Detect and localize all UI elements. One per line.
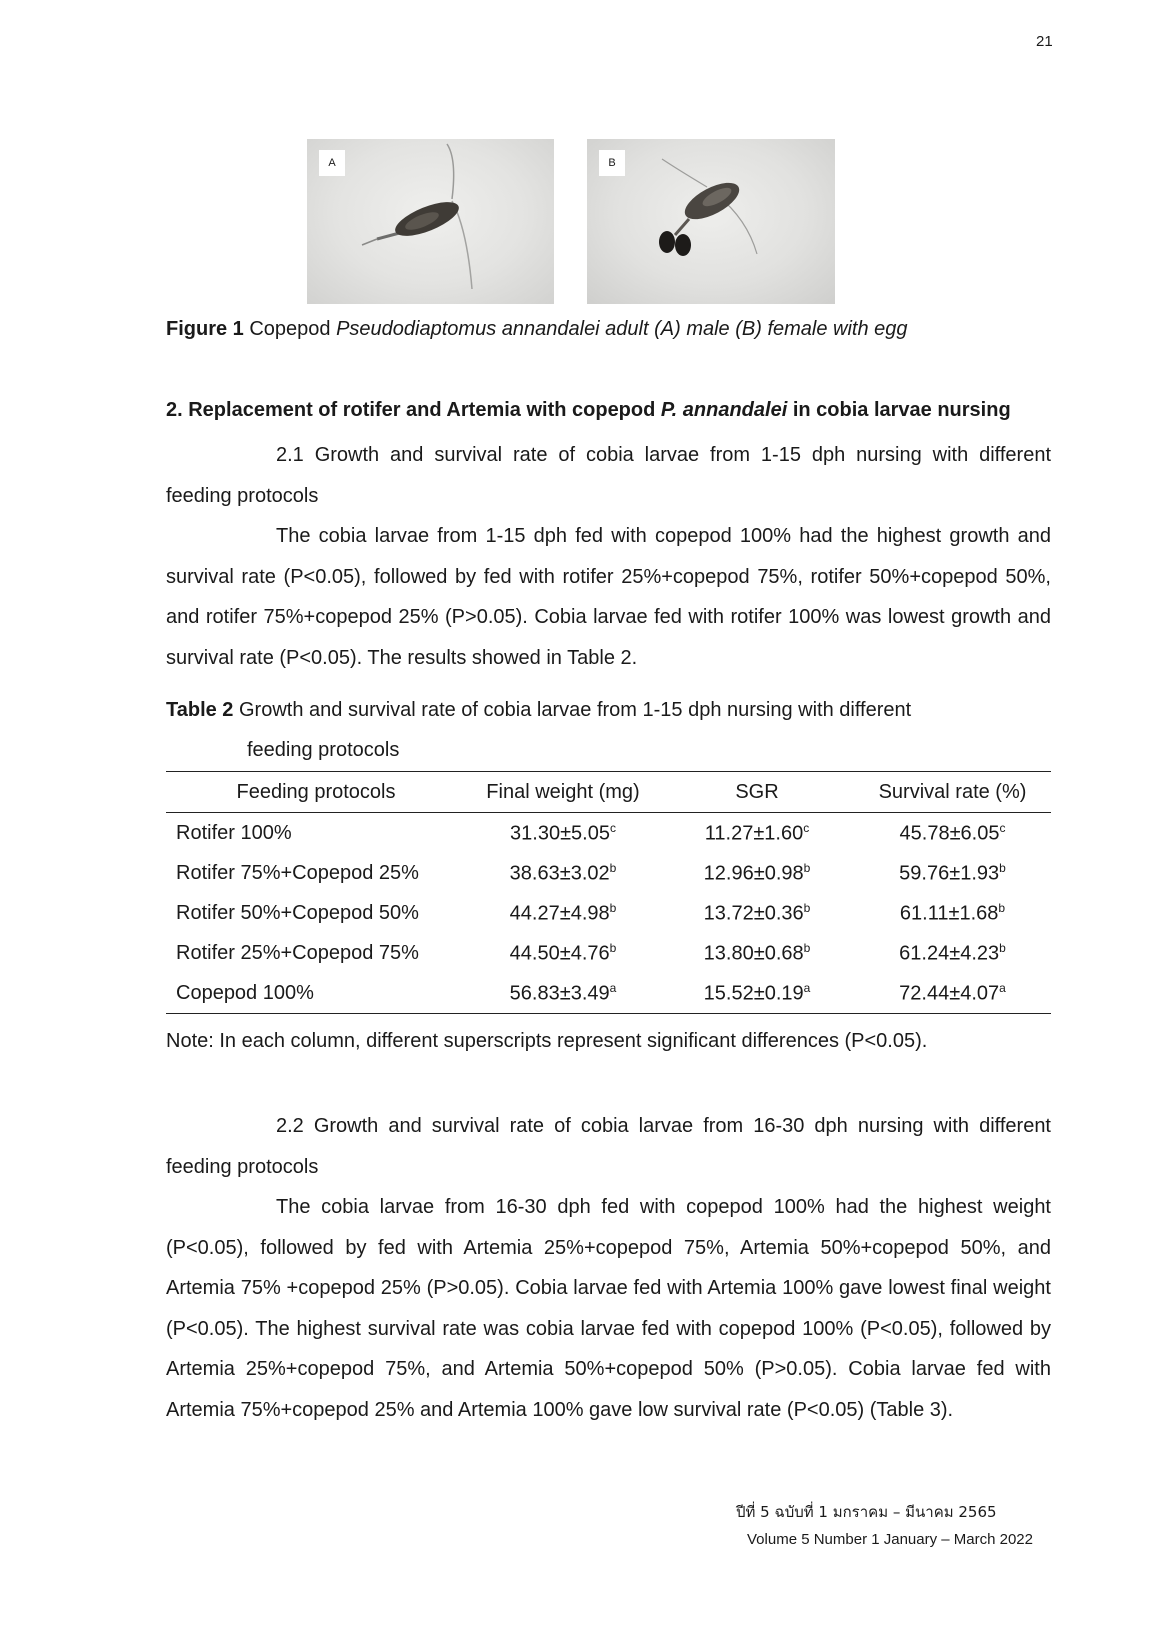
cell-survival: 61.11±1.68$^b$ (899, 900, 1006, 925)
cell-weight: 38.63±3.02$^b$ (509, 860, 617, 885)
table-header-row (166, 772, 1051, 813)
section-heading-species: P. annandalei (660, 399, 788, 421)
subsection-2-2-paragraph (166, 1187, 1051, 1430)
figure-caption-species: Pseudodiaptomus annandalei adult (A) male (B) female with egg (336, 318, 908, 340)
figure-caption-text: Copepod (243, 318, 337, 340)
subsection-2-1-text: The cobia larvae from 1-15 dph fed with copepod 100% had the highest growth and survival rate (P<0.05), followed by fed with rotifer 25%+copepod 75%, rotifer 50%+copepod 50%, and rotifer 75%+copepod 25% (P>0.05). Cobia larvae fed with rotifer 100% was lowest growth and survival rate (P<0.05). The results showed in Table 2. (166, 525, 1051, 669)
footer-thai: ปีที่ 5 ฉบับที่ 1 มกราคม – มีนาคม 2565 (736, 1503, 997, 1521)
subsection-2-2-title (166, 1106, 1051, 1187)
table-caption (166, 690, 911, 770)
cell-weight: 56.83±3.49$^a$ (466, 973, 660, 1014)
cell-survival: 61.24±4.23$^b$ (899, 940, 1006, 965)
header-survival-rate: Survival rate (%) (854, 772, 1051, 813)
table-caption-line1: Growth and survival rate of cobia larvae from 1-15 dph nursing with different (233, 699, 912, 721)
table-row (166, 893, 1051, 933)
cell-protocol: Rotifer 25%+Copepod 75% (176, 941, 419, 964)
figure-caption (166, 318, 908, 341)
subsection-2-1-title-text: 2.1 Growth and survival rate of cobia larvae from 1-15 dph nursing with different feeding protocols (166, 444, 1051, 507)
cell-weight: 44.50±4.76$^b$ (509, 940, 617, 965)
results-table (166, 771, 1051, 1014)
subsection-2-1-paragraph (166, 516, 1051, 678)
table-row (166, 853, 1051, 893)
table-caption-line2: feeding protocols (247, 739, 400, 761)
page-number: 21 (1036, 33, 1053, 50)
section-heading-after: in cobia larvae nursing (787, 399, 1011, 421)
cell-survival: 59.76±1.93$^b$ (899, 860, 1006, 885)
cell-sgr: 12.96±0.98$^b$ (703, 860, 811, 885)
photo-male-copepod (307, 139, 554, 304)
header-final-weight: Final weight (mg) (466, 772, 660, 813)
cell-sgr: 11.27±1.60$^c$ (704, 820, 810, 845)
cell-weight: 31.30±5.05$^c$ (510, 820, 616, 845)
cell-sgr: 13.80±0.68$^b$ (703, 940, 811, 965)
cell-survival: 72.44±4.07$^a$ (854, 973, 1051, 1014)
cell-protocol: Rotifer 100% (176, 821, 292, 844)
photo-female-copepod (587, 139, 835, 304)
figure-caption-label: Figure 1 (166, 318, 244, 340)
cell-weight: 44.27±4.98$^b$ (509, 900, 617, 925)
section-heading (166, 399, 1011, 422)
cell-survival: 45.78±6.05$^c$ (899, 820, 1006, 845)
table-note: Note: In each column, different superscripts represent significant differences (P<0.05). (166, 1030, 928, 1052)
header-sgr: SGR (660, 772, 854, 813)
photo-label-b: B (599, 150, 625, 176)
cell-protocol: Rotifer 50%+Copepod 50% (176, 901, 419, 924)
cell-sgr: 15.52±0.19$^a$ (660, 973, 854, 1014)
table-caption-label: Table 2 (166, 699, 234, 721)
subsection-2-1-title (166, 435, 1051, 516)
cell-protocol: Copepod 100% (166, 973, 466, 1014)
table-row (166, 973, 1051, 1014)
header-feeding-protocols: Feeding protocols (166, 772, 466, 813)
section-heading-before: 2. Replacement of rotifer and Artemia with copepod (166, 399, 661, 421)
subsection-2-2-title-text: 2.2 Growth and survival rate of cobia larvae from 16-30 dph nursing with different feeding protocols (166, 1115, 1051, 1178)
photo-label-a: A (319, 150, 345, 176)
table-row (166, 933, 1051, 973)
table-row (166, 813, 1051, 854)
footer-english: Volume 5 Number 1 January – March 2022 (747, 1531, 1033, 1548)
cell-protocol: Rotifer 75%+Copepod 25% (176, 861, 419, 884)
subsection-2-2-text: The cobia larvae from 16-30 dph fed with copepod 100% had the highest weight (P<0.05), followed by fed with Artemia 25%+copepod 75%, Artemia 50%+copepod 50%, and Artemia 75% +copepod 25% (P>0.05). Cobia larvae fed with Artemia 100% gave lowest final weight (P<0.05). The highest survival rate was cobia larvae fed with copepod 100% (P<0.05), followed by Artemia 25%+copepod 75%, and Artemia 50%+copepod 50% (P>0.05). Cobia larvae fed with Artemia 75%+copepod 25% and Artemia 100% gave low survival rate (P<0.05) (Table 3). (166, 1196, 1051, 1421)
cell-sgr: 13.72±0.36$^b$ (703, 900, 811, 925)
